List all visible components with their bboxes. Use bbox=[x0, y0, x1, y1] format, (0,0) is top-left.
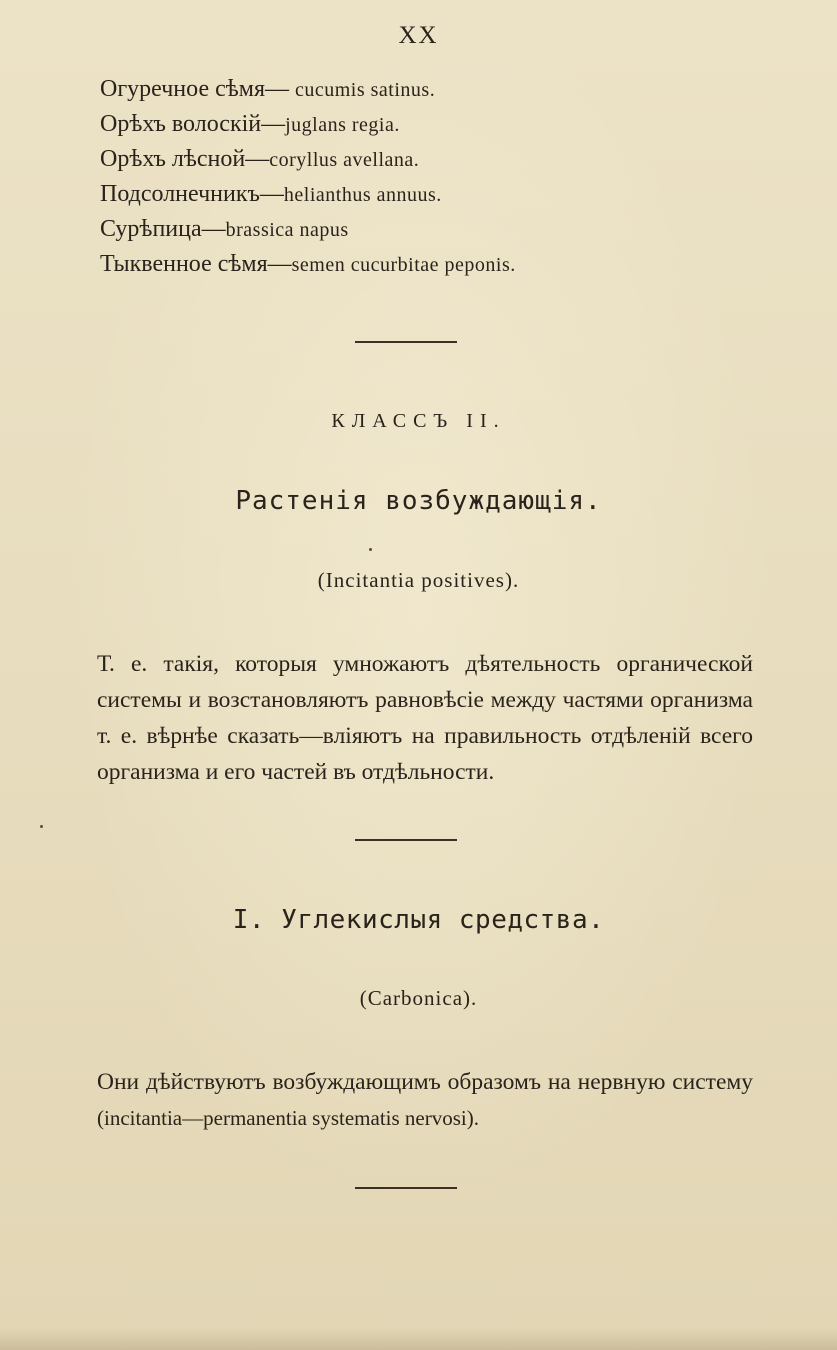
divider-rule bbox=[355, 1187, 457, 1189]
page-bottom-edge bbox=[0, 1328, 837, 1350]
dash: — bbox=[259, 181, 284, 207]
section-latin-title: (Carbonica). bbox=[359, 986, 478, 1010]
ink-speck bbox=[369, 548, 372, 551]
latin-name: brassica napus bbox=[225, 219, 349, 241]
latin-name: cucumis satinus. bbox=[295, 79, 436, 101]
dash: — bbox=[267, 251, 292, 277]
ink-speck bbox=[40, 825, 43, 828]
dash: — bbox=[201, 216, 226, 242]
latin-name: juglans regia. bbox=[285, 114, 400, 136]
class-description: Т. е. такія, которыя умножаютъ дѣятельность органической системы и возстановляютъ равновѣсіе между частями организма т. е. вѣрнѣе сказать—вліяютъ на правильность отдѣленій всего организма и его частей въ отдѣльности. bbox=[97, 651, 753, 785]
list-item bbox=[100, 247, 516, 282]
list-item bbox=[100, 212, 349, 247]
section-title: I. Углекислыя средства. bbox=[232, 905, 605, 935]
class-subtitle: Растенія возбуждающія. bbox=[235, 486, 602, 516]
latin-name: helianthus annuus. bbox=[283, 184, 442, 206]
divider-rule bbox=[355, 839, 457, 841]
dash: — bbox=[245, 146, 270, 172]
class-latin-title: (Incitantia positives). bbox=[317, 568, 520, 592]
russian-name: Тыквенное сѣмя bbox=[100, 251, 268, 277]
dash: — bbox=[261, 111, 286, 137]
dash: — bbox=[265, 76, 289, 102]
list-item bbox=[100, 72, 435, 107]
latin-name: semen cucurbitae peponis. bbox=[291, 254, 516, 276]
latin-name: coryllus avellana. bbox=[269, 149, 420, 171]
russian-name: Огуречное сѣмя bbox=[100, 76, 265, 102]
russian-name: Сурѣпица bbox=[100, 216, 202, 242]
russian-name: Подсолнечникъ bbox=[100, 181, 260, 207]
russian-name: Орѣхъ лѣсной bbox=[100, 146, 246, 172]
section-description bbox=[97, 1064, 753, 1136]
page-number: XX bbox=[398, 22, 439, 49]
section-description-ru: Они дѣйствуютъ возбуждающимъ образомъ на нервную систему bbox=[97, 1069, 753, 1095]
divider-rule bbox=[355, 341, 457, 343]
list-item bbox=[100, 107, 400, 142]
section-description-latin: (incitantia—permanentia systematis nervosi). bbox=[97, 1106, 479, 1130]
russian-name: Орѣхъ волоскій bbox=[100, 111, 262, 137]
list-item bbox=[100, 142, 419, 177]
list-item bbox=[100, 177, 442, 212]
class-heading: КЛАССЪ II. bbox=[331, 410, 506, 432]
